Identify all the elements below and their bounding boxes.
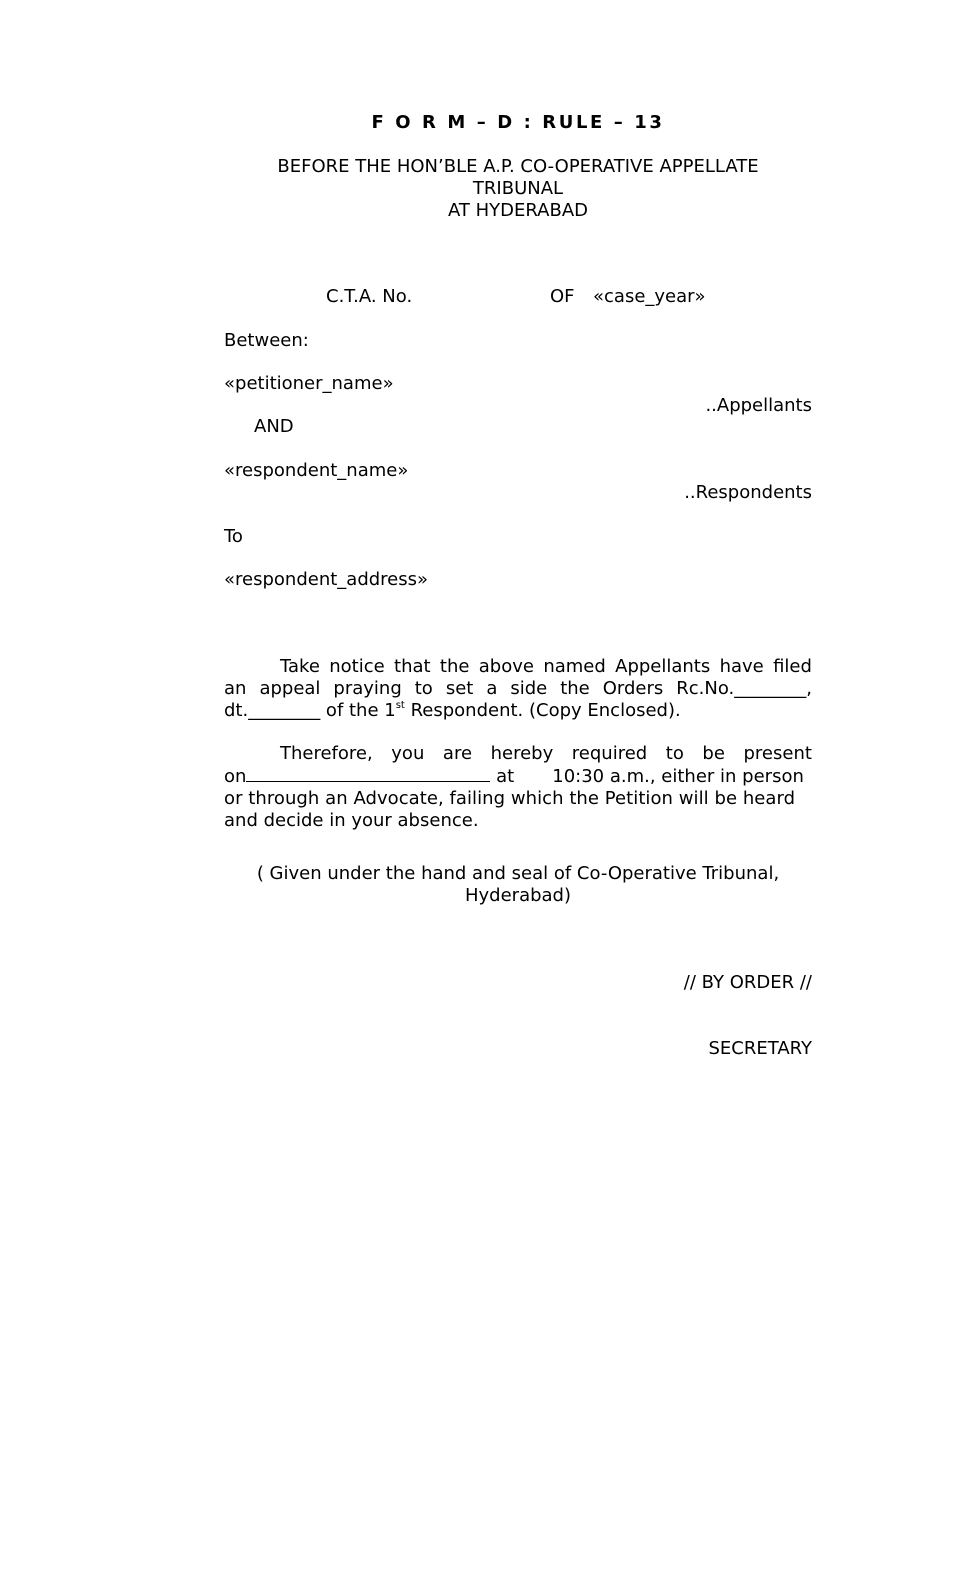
given-under-seal xyxy=(224,863,812,907)
word: the xyxy=(439,656,470,677)
word: required xyxy=(571,743,648,764)
word: hereby xyxy=(490,743,554,764)
court-line-1: BEFORE THE HON’BLE A.P. CO-OPERATIVE APPELLATE xyxy=(277,156,759,177)
respondents-label: ..Respondents xyxy=(684,482,812,503)
notice-p2-line-4: and decide in your absence. xyxy=(224,810,479,831)
word: the xyxy=(560,678,590,699)
petitioner-name-field: «petitioner_name» xyxy=(224,373,394,394)
notice-p1-line-1 xyxy=(224,656,812,678)
notice-p1-line-3 xyxy=(224,700,812,722)
court-line-2: TRIBUNAL xyxy=(472,178,564,199)
word: set xyxy=(445,678,474,699)
word: are xyxy=(442,743,473,764)
word: Therefore, xyxy=(280,743,373,764)
word: above xyxy=(478,656,534,677)
notice-paragraph-2 xyxy=(224,743,812,832)
p1-line3-post: Respondent. (Copy Enclosed). xyxy=(404,700,681,721)
court-line-3: AT HYDERABAD xyxy=(447,200,588,221)
at-label: at xyxy=(496,766,515,787)
word: to xyxy=(665,743,684,764)
between-label: Between: xyxy=(224,330,309,351)
word: present xyxy=(743,743,812,764)
given-line-1: ( Given under the hand and seal of Co-Operative Tribunal, xyxy=(256,863,780,884)
word: you xyxy=(391,743,425,764)
and-label: AND xyxy=(254,416,294,437)
case-of-label: OF xyxy=(550,286,575,307)
ordinal-suffix: st xyxy=(395,700,405,711)
notice-p2-line-3: or through an Advocate, failing which the Petition will be heard xyxy=(224,788,796,809)
word: notice xyxy=(329,656,385,677)
notice-p1-line-2 xyxy=(224,678,812,700)
date-blank xyxy=(246,765,490,782)
given-line-2: Hyderabad) xyxy=(464,885,572,906)
appellants-label: ..Appellants xyxy=(705,395,812,416)
word: named xyxy=(543,656,606,677)
signatory-title: SECRETARY xyxy=(708,1038,812,1059)
word: Appellants xyxy=(615,656,711,677)
on-label: on xyxy=(224,766,247,787)
court-heading xyxy=(224,156,812,222)
word: filed xyxy=(773,656,812,677)
word: appeal xyxy=(259,678,321,699)
case-year-field: «case_year» xyxy=(593,286,706,307)
word: an xyxy=(224,678,247,699)
word: a xyxy=(486,678,498,699)
respondent-address-field: «respondent_address» xyxy=(224,569,429,590)
time-text: 10:30 a.m., either in person xyxy=(552,766,804,787)
word: be xyxy=(702,743,725,764)
word: side xyxy=(510,678,548,699)
word: Orders xyxy=(602,678,664,699)
notice-paragraph-1 xyxy=(224,656,812,722)
word: praying xyxy=(333,678,402,699)
notice-p2-line-2 xyxy=(224,765,812,788)
to-label: To xyxy=(224,526,243,547)
word: Rc.No.________, xyxy=(676,678,812,699)
notice-p2-line-1 xyxy=(224,743,812,765)
word: Take xyxy=(280,656,320,677)
word: that xyxy=(394,656,431,677)
by-order-text: // BY ORDER // xyxy=(683,972,812,993)
form-title: F O R M – D : RULE – 13 xyxy=(371,112,665,133)
p1-line3-pre: dt.________ of the 1 xyxy=(224,700,396,721)
respondent-name-field: «respondent_name» xyxy=(224,460,409,481)
case-number-label: C.T.A. No. xyxy=(326,286,413,307)
word: to xyxy=(414,678,433,699)
word: have xyxy=(719,656,764,677)
